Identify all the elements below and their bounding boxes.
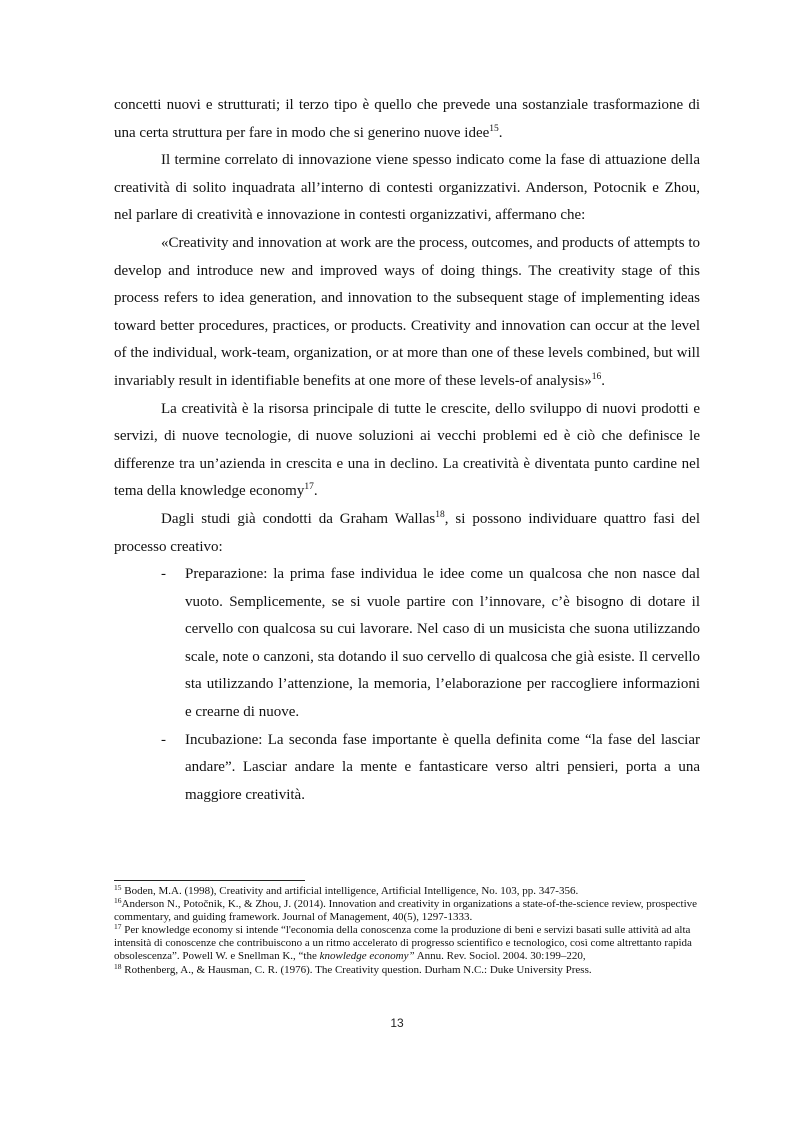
footnote-18: $^{18}$ Rothenberg, A., & Hausman, C. R. (1976). The Creativity question. Durham N.C.: Duke University Press. bbox=[114, 961, 592, 976]
list-item-text: Incubazione: La seconda fase importante è quella definita come “la fase del lasciar andare”. Lasciar andare la mente e fantasticare verso altri pensieri, porta a una maggiore creatività. bbox=[185, 731, 700, 803]
footnote-16: $^{16}$Anderson N., Potočnik, K., & Zhou, J. (2014). Innovation and creativity in organizations a state-of-the-science review, prospective commentary, and guiding framework. Journal of Management, 40(5), 1297-1333. bbox=[114, 896, 698, 924]
footnote-ref-17[interactable]: 17 bbox=[304, 482, 314, 493]
paragraph-3: La creatività è la risorsa principale di tutte le crescite, dello sviluppo di nuovi prodotti e servizi, di nuove tecnologie, di nuove soluzioni ai vecchi problemi ed è ciò che definisce le differenze tra un’azienda in crescita e una in declino. La creatività è diventata punto cardine nel tema della knowledge economy$^{17}$. bbox=[114, 400, 700, 500]
list-item bbox=[114, 727, 700, 810]
footnote-ref-18[interactable]: 18 bbox=[435, 509, 445, 520]
footnote-15: $^{15}$ Boden, M.A. (1998), Creativity and artificial intelligence, Artificial Intelligence, No. 103, pp. 347-356. bbox=[114, 883, 579, 897]
footnote-separator bbox=[114, 880, 305, 881]
footnotes bbox=[114, 885, 700, 977]
footnote-ref-15[interactable]: 15 bbox=[489, 123, 499, 134]
page-body bbox=[114, 92, 700, 809]
creative-phases-list bbox=[114, 561, 700, 809]
list-item-text: Preparazione: la prima fase individua le idee come un qualcosa che non nasce dal vuoto. Semplicemente, se si vuole partire con l’innovare, c’è bisogno di dotare il cervello con qualcosa su cui lavorare. Nel caso di un musicista che suona utilizzando scale, note o canzoni, sta dotando il suo cervello di qualcosa che già esiste. Il cervello sta utilizzando l’attenzione, la memoria, l’elaborazione per raccogliere informazioni e crearne di nuove. bbox=[185, 566, 700, 721]
list-item bbox=[114, 561, 700, 727]
footnote-ref-16[interactable]: 16 bbox=[591, 371, 602, 382]
page-number: 13 bbox=[390, 1016, 404, 1030]
paragraph-1: concetti nuovi e strutturati; il terzo tipo è quello che prevede una sostanziale trasformazione di una certa struttura per fare in modo che si generino nuove idee$^{15}$. bbox=[114, 97, 700, 141]
list-marker: - bbox=[161, 566, 166, 583]
footnote-17: $^{17}$ Per knowledge economy si intende “l'economia della conoscenza come la produzione di beni e servizi basati sulle attività ad alta intensità di conoscenze che contribuiscono a un ritmo accelerato di progresso scientifico e tecnologico, così come altrettanto rapida obsolescenza”. Powell W. e Snellman K., “the knowledge economy” Annu. Rev. Sociol. 2004. 30:199–220, bbox=[114, 922, 692, 963]
list-marker: - bbox=[161, 731, 166, 748]
block-quote: «Creativity and innovation at work are the process, outcomes, and products of attempts to develop and introduce new and improved ways of doing things. The creativity stage of this process refers to idea generation, and innovation to the subsequent stage of implementing ideas toward better procedures, practices, or products. Creativity and innovation can occur at the level of the individual, work-team, organization, or at more than one of these levels combined, but will invariably result in identifiable benefits at one more of these levels-of analysis»$^{16}$. bbox=[114, 234, 700, 389]
paragraph-2: Il termine correlato di innovazione viene spesso indicato come la fase di attuazione della creatività di solito inquadrata all’interno di contesti organizzativi. Anderson, Potocnik e Zhou, nel parlare di creatività e innovazione in contesti organizzativi, affermano che: bbox=[114, 152, 700, 224]
paragraph-4: Dagli studi già condotti da Graham Wallas$^{18}$, si possono individuare quattro fasi del processo creativo: bbox=[114, 509, 700, 555]
